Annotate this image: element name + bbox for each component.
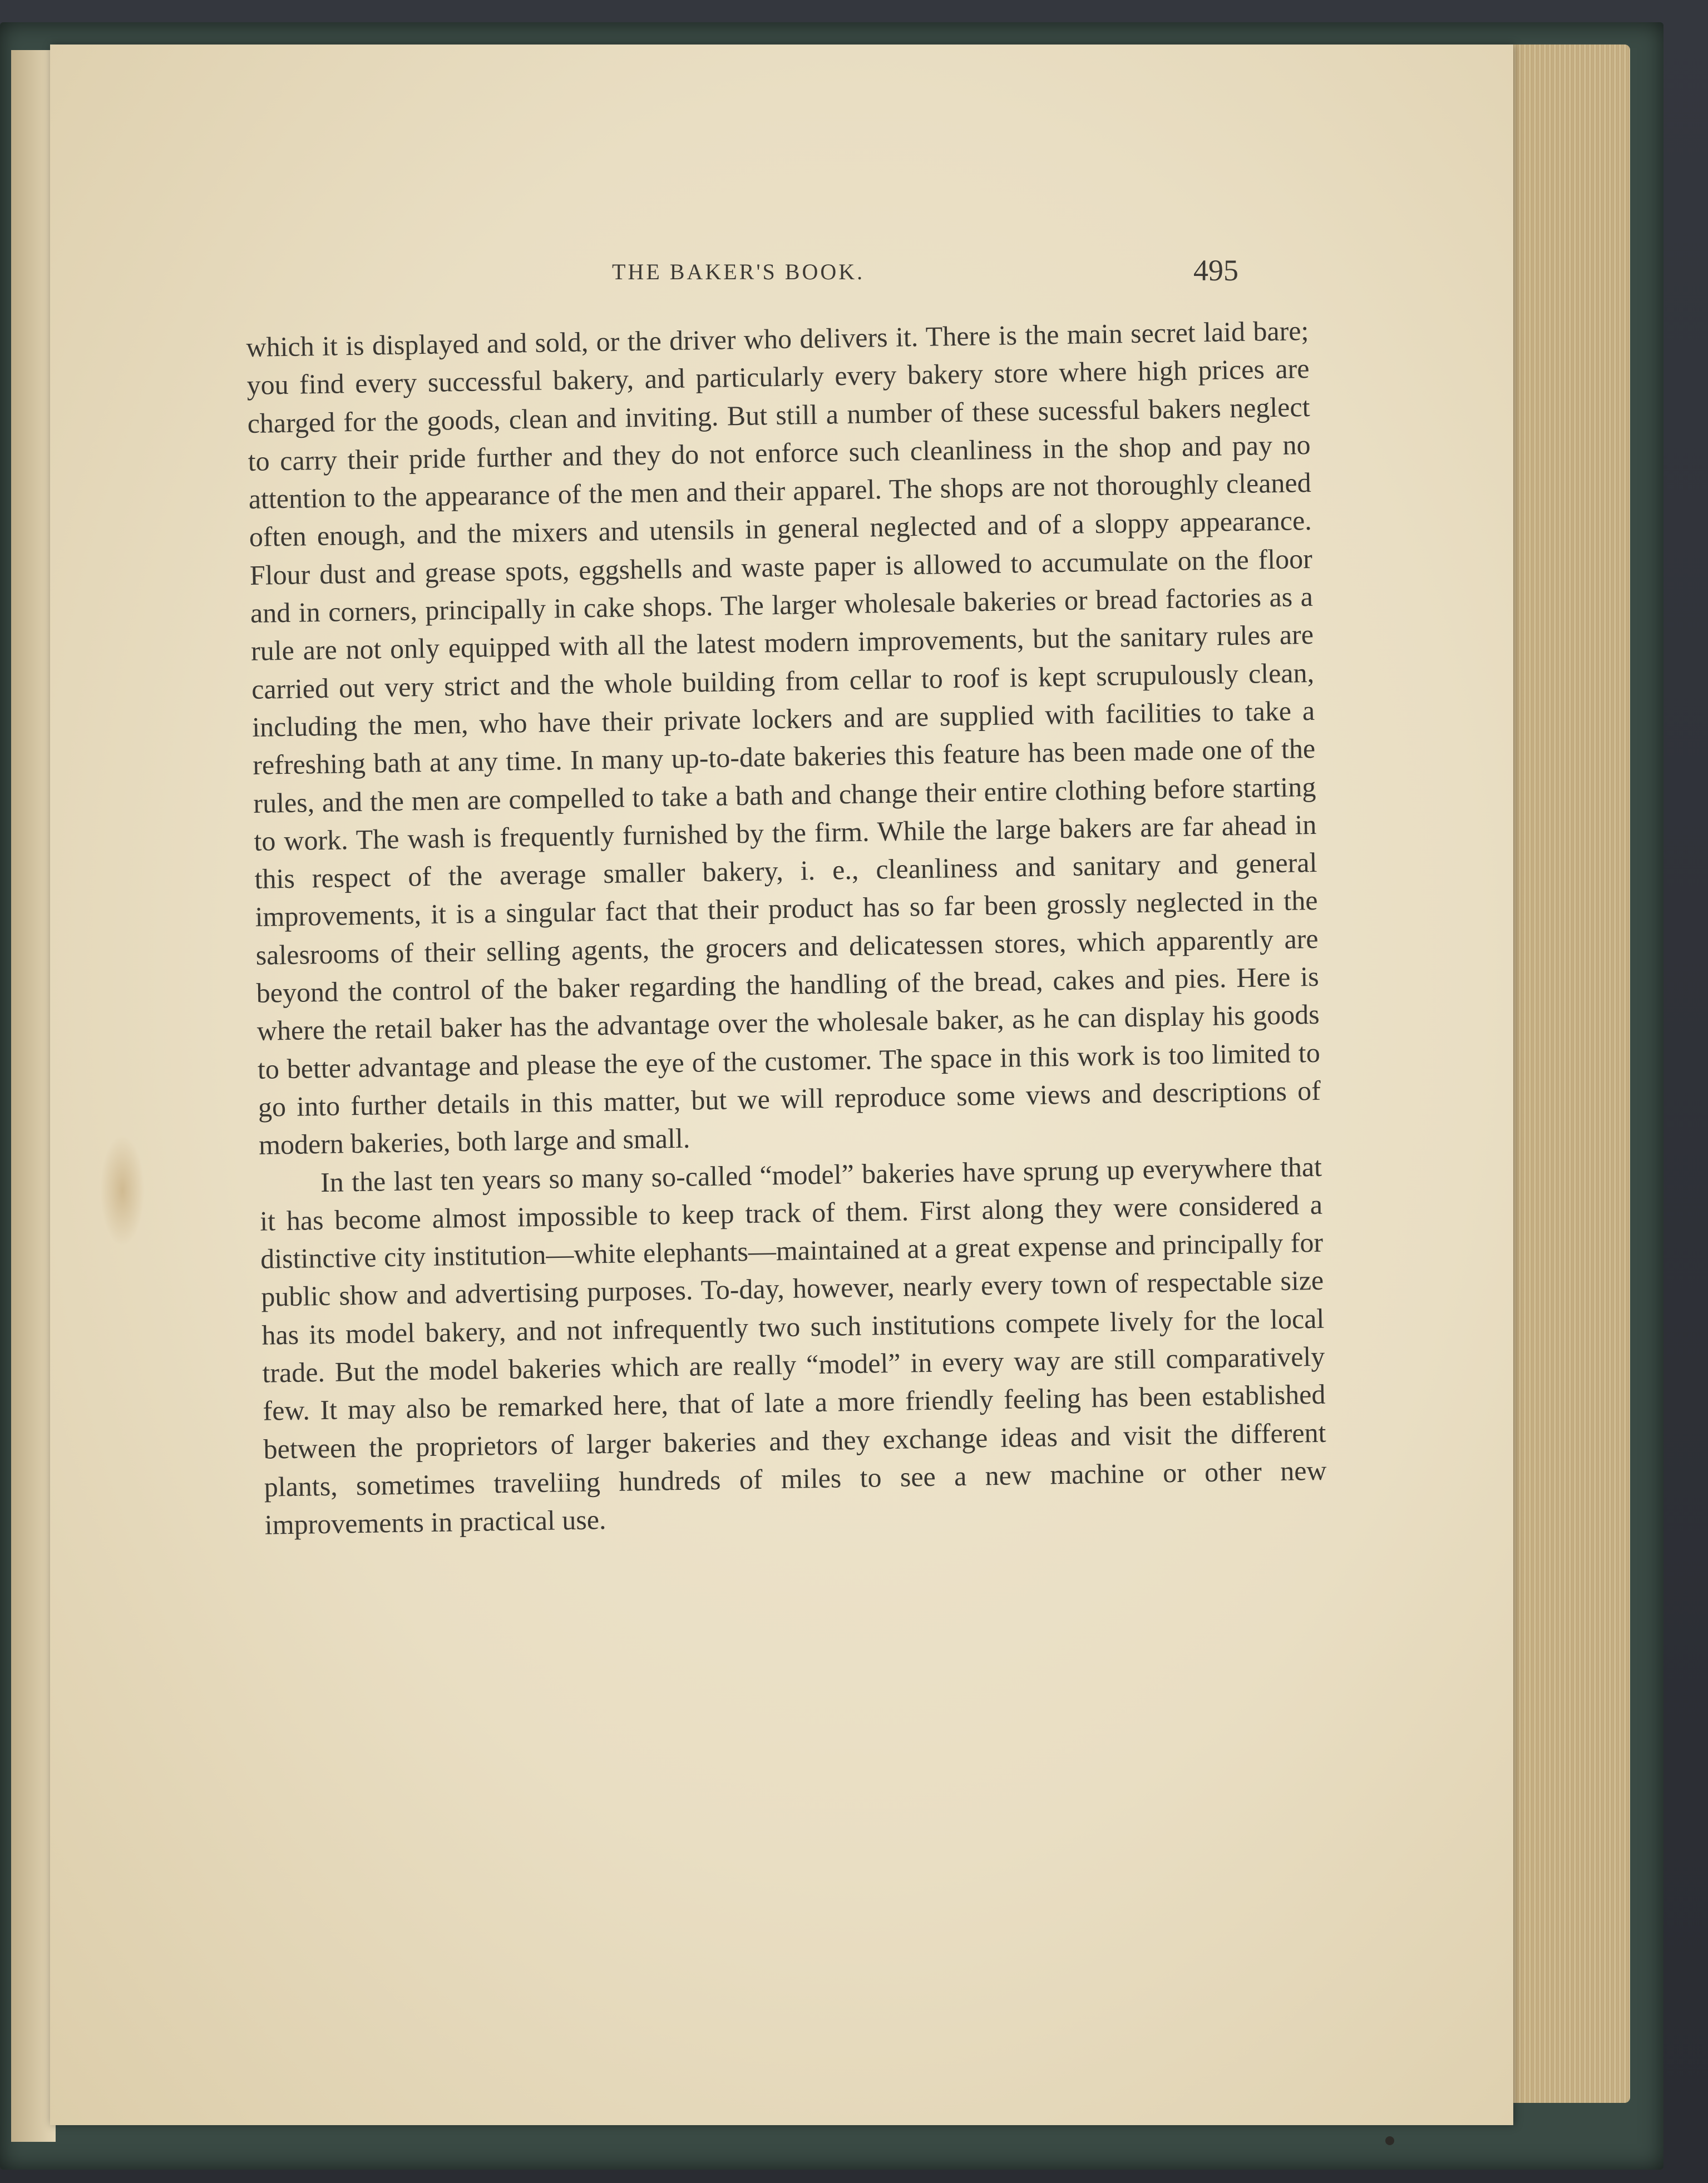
running-title: THE BAKER'S BOOK.: [612, 259, 865, 284]
page-number: 495: [1193, 254, 1238, 287]
paragraph-2: In the last ten years so many so-called “model” bakeries have sprung up everywhere that it has become almost impossible to keep track of them. First along they were considered a distinctive city institution—white elephants—maintained at a great expense and principally for public show and advertising purposes. To-day, however, nearly every town of respectable size has its model bakery, and not infrequently two such institutions compete lively for the local trade. But the model bakeries which are really “model” in every way are still comparatively few. It may also be remarked here, that of late a more friendly feeling has been established between the proprietors of larger bakeries and they exchange ideas and visit the different plants, sometimes traveliing hundreds of miles to see a new machine or other new improvements in practical use.: [259, 1150, 1327, 1540]
ink-dot: [1385, 2136, 1394, 2145]
book-page: [50, 45, 1513, 2125]
page-edges: [1497, 45, 1630, 2103]
body-text: [246, 312, 1327, 1544]
left-page-edge: [11, 50, 56, 2142]
paragraph-1: which it is displayed and sold, or the driver who delivers it. There is the main secret laid bare; you find every successful bakery, and particularly every bakery store where high prices are charged for the goods, clean and inviting. But still a number of these sucessful bakers neglect to carry their pride further and they do not enforce such cleanliness in the shop and pay no attention to the appearance of the men and their apparel. The shops are not thoroughly cleaned often enough, and the mixers and utensils in general neglected and of a sloppy appearance. Flour dust and grease spots, eggshells and waste paper is allowed to accumulate on the floor and in corners, principally in cake shops. The larger wholesale bakeries or bread factories as a rule are not only equipped with all the latest modern improvements, but the sanitary rules are carried out very strict and the whole building from cellar to roof is kept scrupulously clean, including the men, who have their private lockers and are supplied with facilities to take a refreshing bath at any time. In many up-to-date bakeries this feature has been made one of the rules, and the men are compelled to take a bath and change their entire clothing before starting to work. The wash is frequently furnished by the firm. While the large bakers are far ahead in this respect of the average smaller bakery, i. e., cleanliness and sanitary and general improvements, it is a singular fact that their product has so far been grossly neglected in the salesrooms of their selling agents, the grocers and delicatessen stores, which apparently are beyond the control of the baker regarding the handling of the bread, cakes and pies. Here is where the retail baker has the advantage over the wholesale baker, as he can display his goods to better advantage and please the eye of the customer. The space in this work is too limited to go into further details in this matter, but we will reproduce some views and descriptions of modern bakeries, both large and small.: [246, 314, 1321, 1161]
page-header: [50, 254, 1513, 298]
page-stain: [100, 1135, 145, 1246]
